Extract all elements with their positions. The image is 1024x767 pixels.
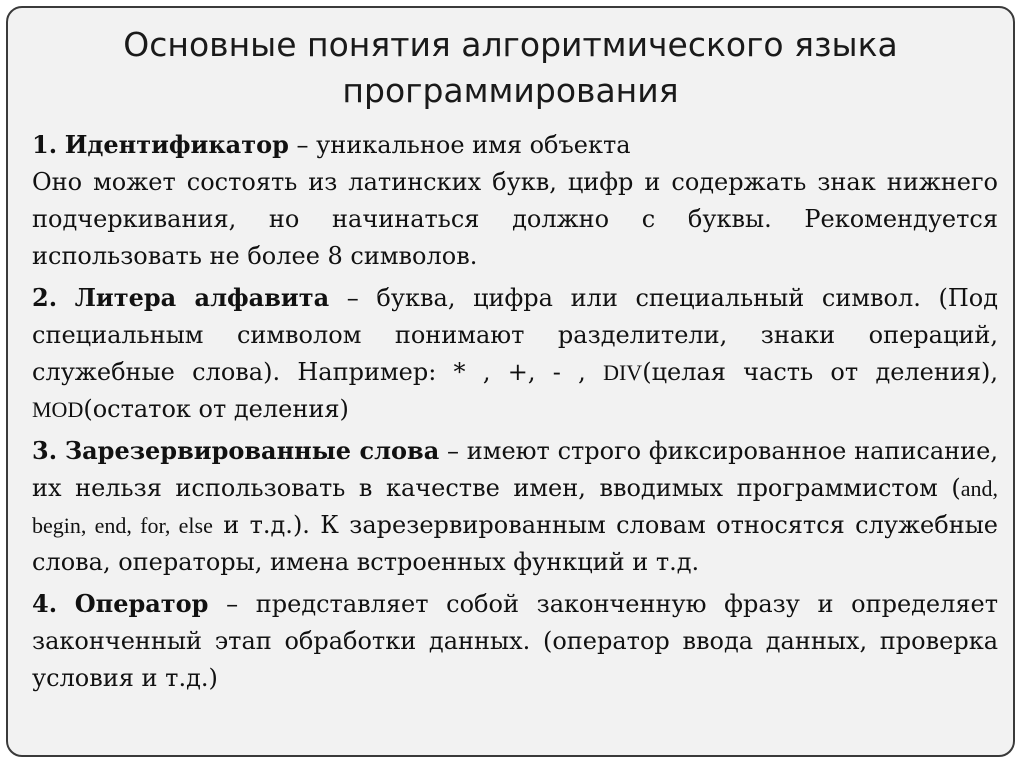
item-1-dash: –	[288, 131, 317, 159]
title-line-2: программирования	[342, 71, 679, 110]
title-line-1: Основные понятия алгоритмического языка	[123, 25, 898, 64]
item-1-details: Оно может состоять из латинских букв, цифр и содержать знак нижнего подчеркивания, но начинаться должно с буквы. Рекомендуется использовать не более 8 символов.	[32, 168, 998, 270]
item-1-heading	[32, 126, 998, 164]
item-4-term: Оператор	[74, 589, 209, 618]
item-4-paragraph	[32, 585, 998, 697]
item-4-number: 4.	[32, 589, 58, 618]
slide-content	[32, 126, 998, 697]
item-3-term: Зарезервированные слова	[64, 436, 440, 465]
keyword-div: DIV	[603, 360, 643, 385]
item-2-paragraph	[32, 279, 998, 428]
slide-title	[28, 22, 993, 114]
item-3-text-before: имеют строго фиксированное написание, их нельзя использовать в качестве имен, вводимых программистом (	[32, 437, 998, 502]
item-2-term: Литера алфавита	[74, 283, 330, 312]
item-3-paragraph	[32, 432, 998, 581]
item-2-text-before: буква, цифра или специальный символ. (Под специальным символом понимают разделители, знаки операций, служебные слова). Например: * , +, - ,	[32, 284, 998, 386]
slide	[6, 6, 1015, 757]
item-1-number: 1.	[32, 130, 58, 159]
reserved-keywords: and, begin, end, for, else	[32, 476, 998, 538]
item-4-dash: –	[208, 590, 256, 618]
item-2-text-mid: (целая часть от деления),	[642, 358, 998, 386]
keyword-mod: MOD	[32, 397, 84, 422]
item-3-number: 3.	[32, 436, 58, 465]
item-1-term: Идентификатор	[64, 130, 289, 159]
item-1-definition: уникальное имя объекта	[316, 131, 631, 159]
item-3-dash: –	[439, 437, 467, 465]
item-2-text-after: (остаток от деления)	[83, 395, 349, 423]
item-4-definition: представляет собой законченную фразу и определяет законченный этап обработки данных. (оператор ввода данных, проверка условия и т.д.)	[32, 590, 998, 692]
item-2-dash: –	[329, 284, 377, 312]
item-2-number: 2.	[32, 283, 58, 312]
item-3-text-after: и т.д.). К зарезервированным словам относятся служебные слова, операторы, имена встроенных функций и т.д.	[32, 511, 998, 576]
